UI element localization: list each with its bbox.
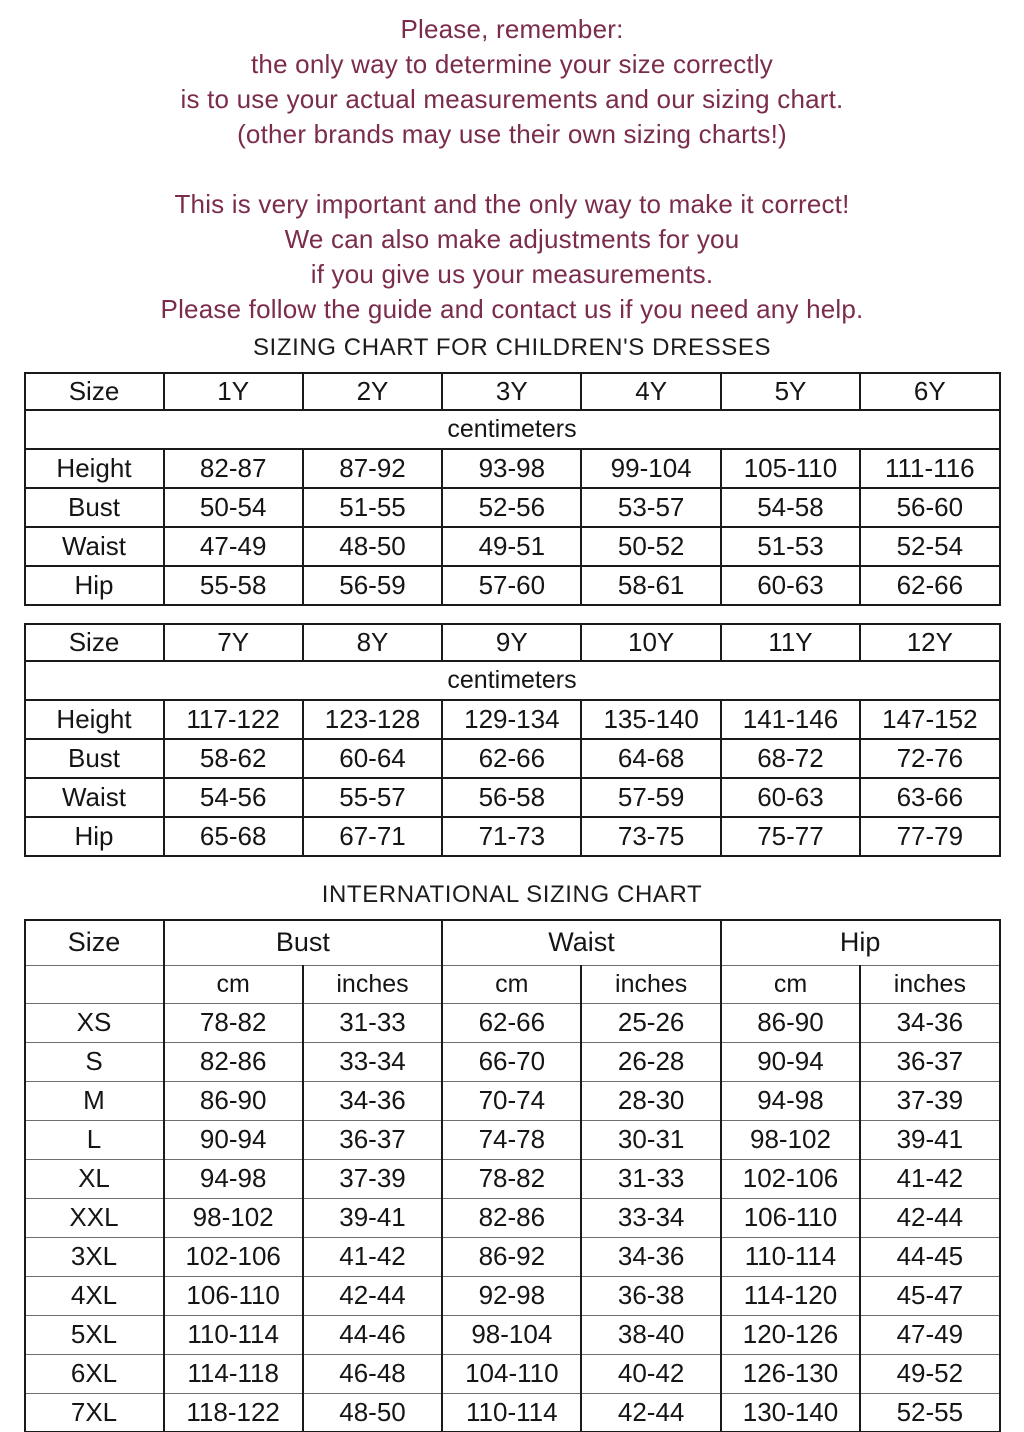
range-cell: 147-152 [860, 700, 999, 739]
table-row [25, 488, 1000, 527]
range-cell: 37-39 [860, 1081, 999, 1120]
row-label-cell: Hip [25, 566, 164, 605]
range-cell: 37-39 [303, 1159, 442, 1198]
range-cell: 93-98 [442, 449, 581, 488]
range-cell: 67-71 [303, 817, 442, 856]
range-cell: 94-98 [721, 1081, 860, 1120]
range-cell: 55-58 [164, 566, 303, 605]
intro-line-3: is to use your actual measurements and our sizing chart. [180, 84, 844, 114]
size-cell: 3XL [25, 1237, 164, 1276]
range-cell: 110-114 [164, 1315, 303, 1354]
range-cell: 30-31 [581, 1120, 720, 1159]
subheader-cell: cm [164, 965, 303, 1003]
row-label-cell: Bust [25, 739, 164, 778]
children-chart-title: SIZING CHART FOR CHILDREN'S DRESSES [252, 334, 772, 361]
subheader-cell: inches [860, 965, 999, 1003]
range-cell: 82-86 [164, 1042, 303, 1081]
range-cell: 90-94 [164, 1120, 303, 1159]
row-label-cell: Waist [25, 778, 164, 817]
col-header-cell: 8Y [303, 624, 442, 661]
range-cell: 26-28 [581, 1042, 720, 1081]
range-cell: 52-55 [860, 1393, 999, 1432]
range-cell: 105-110 [721, 449, 860, 488]
range-cell: 74-78 [442, 1120, 581, 1159]
children-sizes-table-2 [24, 623, 1001, 857]
range-cell: 114-120 [721, 1276, 860, 1315]
range-cell: 41-42 [303, 1237, 442, 1276]
col-header-cell: Size [25, 624, 164, 661]
children-sizes-table-1 [24, 372, 1001, 606]
range-cell: 63-66 [860, 778, 999, 817]
range-cell: 135-140 [581, 700, 720, 739]
subheader-cell: inches [303, 965, 442, 1003]
range-cell: 118-122 [164, 1393, 303, 1432]
range-cell: 44-46 [303, 1315, 442, 1354]
range-cell: 34-36 [581, 1237, 720, 1276]
table-row [25, 1276, 1000, 1315]
col-header-cell: 7Y [164, 624, 303, 661]
range-cell: 38-40 [581, 1315, 720, 1354]
table-row [25, 1081, 1000, 1120]
unit-label-cell: centimeters [25, 661, 1000, 700]
range-cell: 31-33 [303, 1003, 442, 1042]
international-sizes-table [24, 919, 1001, 1432]
subheader-cell: cm [721, 965, 860, 1003]
range-cell: 110-114 [721, 1237, 860, 1276]
intro-line-7: if you give us your measurements. [310, 259, 714, 289]
unit-row [25, 410, 1000, 449]
range-cell: 106-110 [164, 1276, 303, 1315]
subheader-row [25, 965, 1000, 1003]
range-cell: 82-87 [164, 449, 303, 488]
range-cell: 45-47 [860, 1276, 999, 1315]
range-cell: 50-52 [581, 527, 720, 566]
range-cell: 120-126 [721, 1315, 860, 1354]
range-cell: 53-57 [581, 488, 720, 527]
col-header-cell: 12Y [860, 624, 999, 661]
col-header-cell: 5Y [721, 373, 860, 410]
table-row [25, 1003, 1000, 1042]
range-cell: 58-61 [581, 566, 720, 605]
group-header-cell: Hip [721, 920, 1000, 965]
range-cell: 129-134 [442, 700, 581, 739]
unit-label-cell: centimeters [25, 410, 1000, 449]
size-cell: 6XL [25, 1354, 164, 1393]
table-row [25, 700, 1000, 739]
col-header-cell: 10Y [581, 624, 720, 661]
range-cell: 60-64 [303, 739, 442, 778]
range-cell: 47-49 [164, 527, 303, 566]
range-cell: 86-90 [721, 1003, 860, 1042]
range-cell: 102-106 [164, 1237, 303, 1276]
range-cell: 123-128 [303, 700, 442, 739]
range-cell: 86-90 [164, 1081, 303, 1120]
subheader-cell: cm [442, 965, 581, 1003]
range-cell: 42-44 [860, 1198, 999, 1237]
size-cell: XL [25, 1159, 164, 1198]
range-cell: 78-82 [442, 1159, 581, 1198]
intro-line-5: This is very important and the only way to make it correct! [174, 189, 850, 219]
range-cell: 42-44 [581, 1393, 720, 1432]
table-row [25, 449, 1000, 488]
range-cell: 39-41 [860, 1120, 999, 1159]
range-cell: 25-26 [581, 1003, 720, 1042]
range-cell: 36-38 [581, 1276, 720, 1315]
range-cell: 68-72 [721, 739, 860, 778]
range-cell: 126-130 [721, 1354, 860, 1393]
size-cell: XS [25, 1003, 164, 1042]
unit-row [25, 661, 1000, 700]
range-cell: 64-68 [581, 739, 720, 778]
range-cell: 60-63 [721, 778, 860, 817]
range-cell: 71-73 [442, 817, 581, 856]
range-cell: 62-66 [442, 739, 581, 778]
table-row [25, 1315, 1000, 1354]
range-cell: 82-86 [442, 1198, 581, 1237]
range-cell: 52-56 [442, 488, 581, 527]
range-cell: 28-30 [581, 1081, 720, 1120]
range-cell: 110-114 [442, 1393, 581, 1432]
range-cell: 98-102 [721, 1120, 860, 1159]
range-cell: 47-49 [860, 1315, 999, 1354]
intro-line-2: the only way to determine your size correctly [251, 49, 773, 79]
header-row [25, 624, 1000, 661]
row-label-cell: Height [25, 700, 164, 739]
range-cell: 62-66 [860, 566, 999, 605]
table-row [25, 739, 1000, 778]
row-label-cell: Waist [25, 527, 164, 566]
range-cell: 66-70 [442, 1042, 581, 1081]
international-chart-title: INTERNATIONAL SIZING CHART [321, 881, 703, 908]
table-row [25, 1120, 1000, 1159]
range-cell: 62-66 [442, 1003, 581, 1042]
table-row [25, 1393, 1000, 1432]
row-label-cell: Hip [25, 817, 164, 856]
range-cell: 78-82 [164, 1003, 303, 1042]
range-cell: 65-68 [164, 817, 303, 856]
size-cell: 7XL [25, 1393, 164, 1432]
col-header-cell: 4Y [581, 373, 720, 410]
size-cell: L [25, 1120, 164, 1159]
range-cell: 56-58 [442, 778, 581, 817]
range-cell: 49-52 [860, 1354, 999, 1393]
col-header-cell: Size [25, 920, 164, 965]
range-cell: 57-59 [581, 778, 720, 817]
size-cell: 5XL [25, 1315, 164, 1354]
intro-line-6: We can also make adjustments for you [284, 224, 740, 254]
range-cell: 130-140 [721, 1393, 860, 1432]
range-cell: 34-36 [303, 1081, 442, 1120]
table-row [25, 527, 1000, 566]
col-header-cell: 9Y [442, 624, 581, 661]
group-header-row [25, 920, 1000, 965]
size-cell: S [25, 1042, 164, 1081]
range-cell: 52-54 [860, 527, 999, 566]
range-cell: 50-54 [164, 488, 303, 527]
range-cell: 98-102 [164, 1198, 303, 1237]
range-cell: 42-44 [303, 1276, 442, 1315]
range-cell: 56-60 [860, 488, 999, 527]
range-cell: 36-37 [303, 1120, 442, 1159]
range-cell: 90-94 [721, 1042, 860, 1081]
range-cell: 54-58 [721, 488, 860, 527]
range-cell: 56-59 [303, 566, 442, 605]
range-cell: 46-48 [303, 1354, 442, 1393]
range-cell: 141-146 [721, 700, 860, 739]
range-cell: 33-34 [303, 1042, 442, 1081]
range-cell: 60-63 [721, 566, 860, 605]
range-cell: 72-76 [860, 739, 999, 778]
intro-text-block [0, 0, 1024, 327]
col-header-cell: Size [25, 373, 164, 410]
table-row [25, 1042, 1000, 1081]
group-header-cell: Waist [442, 920, 721, 965]
range-cell: 98-104 [442, 1315, 581, 1354]
range-cell: 73-75 [581, 817, 720, 856]
size-cell: XXL [25, 1198, 164, 1237]
size-cell: 4XL [25, 1276, 164, 1315]
table-row [25, 1237, 1000, 1276]
range-cell: 106-110 [721, 1198, 860, 1237]
col-header-cell: 2Y [303, 373, 442, 410]
range-cell: 48-50 [303, 527, 442, 566]
range-cell: 58-62 [164, 739, 303, 778]
intro-line-1: Please, remember: [400, 14, 624, 44]
range-cell: 51-55 [303, 488, 442, 527]
range-cell: 54-56 [164, 778, 303, 817]
range-cell: 40-42 [581, 1354, 720, 1393]
range-cell: 87-92 [303, 449, 442, 488]
table-row [25, 566, 1000, 605]
intro-line-8: Please follow the guide and contact us if you need any help. [160, 294, 864, 324]
size-cell: M [25, 1081, 164, 1120]
range-cell: 70-74 [442, 1081, 581, 1120]
range-cell: 117-122 [164, 700, 303, 739]
table-row [25, 1159, 1000, 1198]
range-cell: 92-98 [442, 1276, 581, 1315]
col-header-cell: 1Y [164, 373, 303, 410]
col-header-cell: 6Y [860, 373, 999, 410]
range-cell: 31-33 [581, 1159, 720, 1198]
range-cell: 114-118 [164, 1354, 303, 1393]
intro-spacer [0, 152, 1024, 187]
range-cell: 75-77 [721, 817, 860, 856]
table-row [25, 1198, 1000, 1237]
range-cell: 34-36 [860, 1003, 999, 1042]
intro-line-4: (other brands may use their own sizing charts!) [237, 119, 787, 149]
range-cell: 48-50 [303, 1393, 442, 1432]
range-cell: 104-110 [442, 1354, 581, 1393]
header-row [25, 373, 1000, 410]
range-cell: 51-53 [721, 527, 860, 566]
col-header-cell: 11Y [721, 624, 860, 661]
range-cell: 57-60 [442, 566, 581, 605]
range-cell: 36-37 [860, 1042, 999, 1081]
row-label-cell: Height [25, 449, 164, 488]
range-cell: 99-104 [581, 449, 720, 488]
range-cell: 102-106 [721, 1159, 860, 1198]
range-cell: 86-92 [442, 1237, 581, 1276]
col-header-cell: 3Y [442, 373, 581, 410]
range-cell: 41-42 [860, 1159, 999, 1198]
range-cell: 33-34 [581, 1198, 720, 1237]
empty-cell [25, 965, 164, 1003]
range-cell: 77-79 [860, 817, 999, 856]
group-header-cell: Bust [164, 920, 443, 965]
range-cell: 55-57 [303, 778, 442, 817]
range-cell: 39-41 [303, 1198, 442, 1237]
range-cell: 111-116 [860, 449, 999, 488]
range-cell: 49-51 [442, 527, 581, 566]
table-row [25, 778, 1000, 817]
subheader-cell: inches [581, 965, 720, 1003]
table-row [25, 1354, 1000, 1393]
table-row [25, 817, 1000, 856]
range-cell: 44-45 [860, 1237, 999, 1276]
row-label-cell: Bust [25, 488, 164, 527]
range-cell: 94-98 [164, 1159, 303, 1198]
